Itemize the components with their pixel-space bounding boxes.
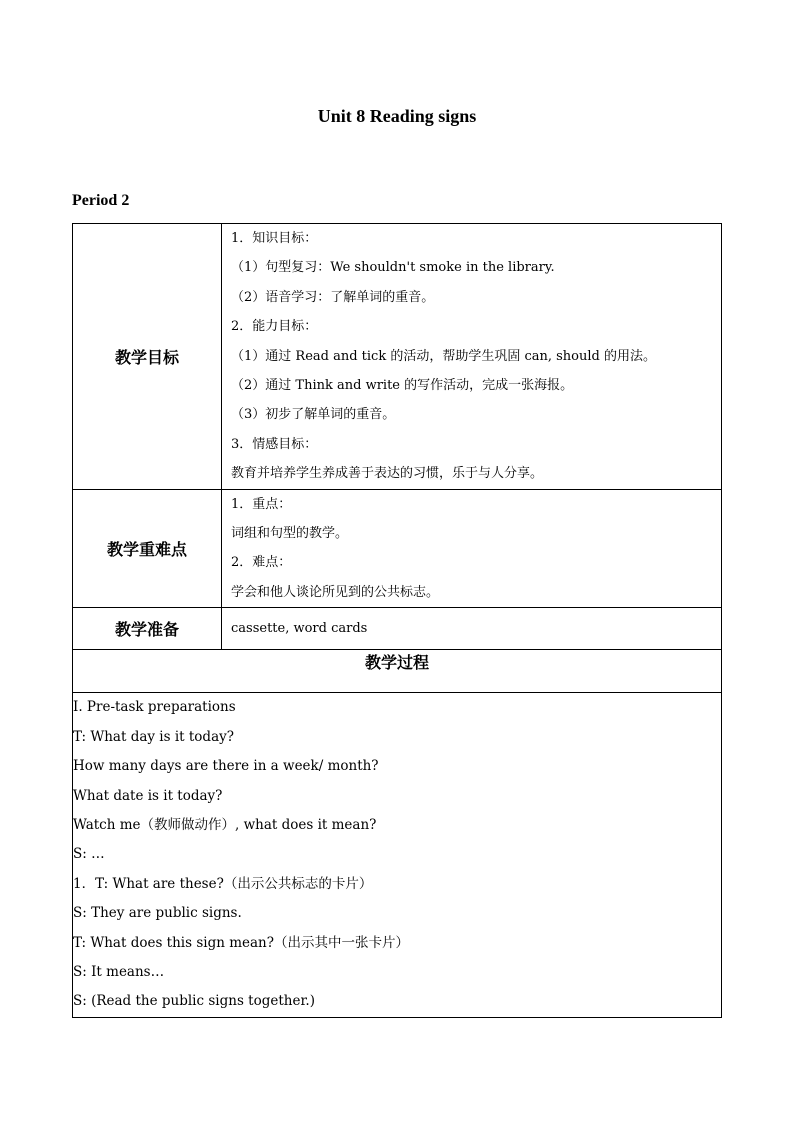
process-row	[73, 693, 722, 1017]
process-line: Watch me（教师做动作）, what does it mean?	[73, 816, 377, 833]
preparation-content	[222, 608, 722, 650]
goals-line: 3．情感目标：	[231, 436, 318, 452]
goals-line: （2）语音学习：了解单词的重音。	[231, 289, 435, 305]
process-line: S: (Read the public signs together.)	[73, 993, 315, 1010]
process-heading-row	[73, 650, 722, 693]
process-line: S: They are public signs.	[73, 905, 242, 922]
key-points-line: 学会和他人谈论所见到的公共标志。	[231, 584, 440, 600]
goals-line: （3）初步了解单词的重音。	[231, 407, 396, 423]
process-line: S: It means…	[73, 963, 165, 980]
process-line: What date is it today?	[73, 787, 223, 804]
process-line: T: What does this sign mean?（出示其中一张卡片）	[73, 934, 409, 951]
goals-line: 2．能力目标：	[231, 319, 318, 335]
key-points-content	[222, 489, 722, 608]
goals-content	[222, 224, 722, 490]
key-points-line: 2．难点：	[231, 555, 292, 571]
process-line: How many days are there in a week/ month?	[73, 758, 379, 775]
key-points-label: 教学重难点	[73, 489, 222, 608]
preparation-row	[73, 608, 722, 650]
key-points-line: 词组和句型的教学。	[231, 526, 349, 542]
goals-line: 教育并培养学生养成善于表达的习惯，乐于与人分享。	[231, 466, 544, 482]
preparation-value: cassette, word cards	[231, 621, 368, 637]
goals-row	[73, 224, 722, 490]
process-line: 1．T: What are these?（出示公共标志的卡片）	[73, 875, 373, 892]
goals-line: （1）通过 Read and tick 的活动，帮助学生巩固 can, should 的用法。	[231, 348, 656, 364]
key-points-row	[73, 489, 722, 608]
period-heading: Period 2	[72, 192, 130, 209]
page-title: Unit 8 Reading signs	[317, 106, 477, 126]
preparation-label: 教学准备	[73, 608, 222, 650]
process-line: S: …	[73, 846, 105, 863]
goals-line: 1．知识目标：	[231, 231, 318, 246]
process-line: I. Pre-task preparations	[73, 699, 236, 716]
process-content	[73, 693, 722, 1017]
key-points-line: 1．重点：	[231, 496, 292, 512]
goals-line: （1）句型复习：We shouldn't smoke in the library.	[231, 260, 555, 276]
goals-label: 教学目标	[73, 224, 222, 490]
process-heading: 教学过程	[73, 650, 722, 693]
goals-line: （2）通过 Think and write 的写作活动，完成一张海报。	[231, 378, 574, 394]
process-line: T: What day is it today?	[73, 728, 234, 745]
lesson-plan-table	[72, 223, 722, 1018]
